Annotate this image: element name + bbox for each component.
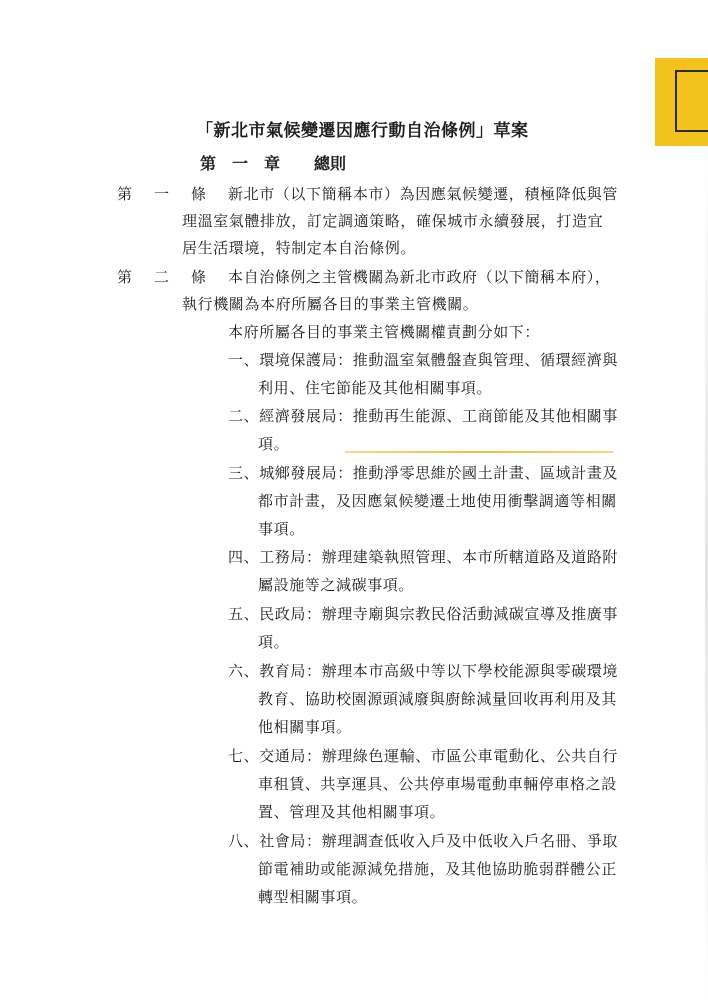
list-item-2-line-1: 二、經濟發展局：推動再生能源、工商節能及其他相關事: [228, 407, 619, 425]
list-item-8-line-1: 八、社會局：辦理調查低收入戶及中低收入戶名冊、爭取: [228, 832, 619, 850]
list-item-7-line-1: 七、交通局：辦理綠色運輸、市區公車電動化、公共自行: [228, 747, 619, 765]
list-item-6-line-2: 教育、協助校園源頭減廢與廚餘減量回收再利用及其: [258, 690, 617, 708]
chapter-number: 第 一 章: [200, 154, 281, 173]
article-2-line-1: 本自治條例之主管機關為新北市政府（以下簡稱本府），: [228, 268, 611, 286]
list-item-6-line-3: 他相關事項。: [258, 718, 352, 736]
list-item-5-line-1: 五、民政局：辦理寺廟與宗教民俗活動減碳宣導及推廣事: [228, 605, 619, 623]
article-2-line-2: 執行機關為本府所屬各目的事業主管機關。: [182, 295, 479, 313]
list-item-3-line-1: 三、城鄉發展局：推動淨零思維於國土計畫、區域計畫及: [228, 464, 619, 482]
highlighter-stroke: [345, 451, 613, 453]
article-1-label: 第一條: [117, 185, 229, 203]
article-1-line-1: 新北市（以下簡稱本市）為因應氣候變遷，積極降低與管: [228, 185, 619, 203]
list-item-3-line-3: 事項。: [258, 520, 305, 538]
list-item-6-line-1: 六、教育局：辦理本市高級中等以下學校能源與零碳環境: [228, 662, 619, 680]
chapter-name: 總則: [314, 154, 347, 173]
article-1-line-3: 居生活環境，特制定本自治條例。: [182, 239, 417, 257]
list-item-2-line-2: 項。: [258, 435, 290, 453]
article-2-intro: 本府所屬各目的事業主管機關權責劃分如下：: [228, 323, 541, 341]
list-item-4-line-1: 四、工務局：辦理建築執照管理、本市所轄道路及道路附: [228, 548, 619, 566]
list-item-1-line-2: 利用、住宅節能及其他相關事項。: [258, 379, 493, 397]
yellow-index-tab: [655, 58, 708, 146]
article-1-line-2: 理溫室氣體排放，訂定調適策略，確保城市永續發展，打造宜: [182, 212, 604, 230]
tab-bracket-mark: [675, 70, 708, 132]
document-title: 「新北市氣候變遷因應行動自治條例」草案: [196, 121, 529, 141]
chapter-heading: [200, 151, 346, 174]
list-item-8-line-2: 節電補助或能源減免措施，及其他協助脆弱群體公正: [258, 860, 617, 878]
list-item-8-line-3: 轉型相關事項。: [258, 888, 368, 906]
list-item-4-line-2: 屬設施等之減碳事項。: [258, 576, 415, 594]
list-item-3-line-2: 都市計畫，及因應氣候變遷土地使用衝擊調適等相關: [258, 492, 617, 510]
list-item-7-line-2: 車租賃、共享運具、公共停車場電動車輛停車格之設: [258, 775, 617, 793]
article-2-label: 第二條: [117, 268, 229, 286]
list-item-1-line-1: 一、環境保護局：推動溫室氣體盤查與管理、循環經濟與: [228, 351, 619, 369]
list-item-7-line-3: 置、管理及其他相關事項。: [258, 803, 446, 821]
list-item-5-line-2: 項。: [258, 633, 290, 651]
